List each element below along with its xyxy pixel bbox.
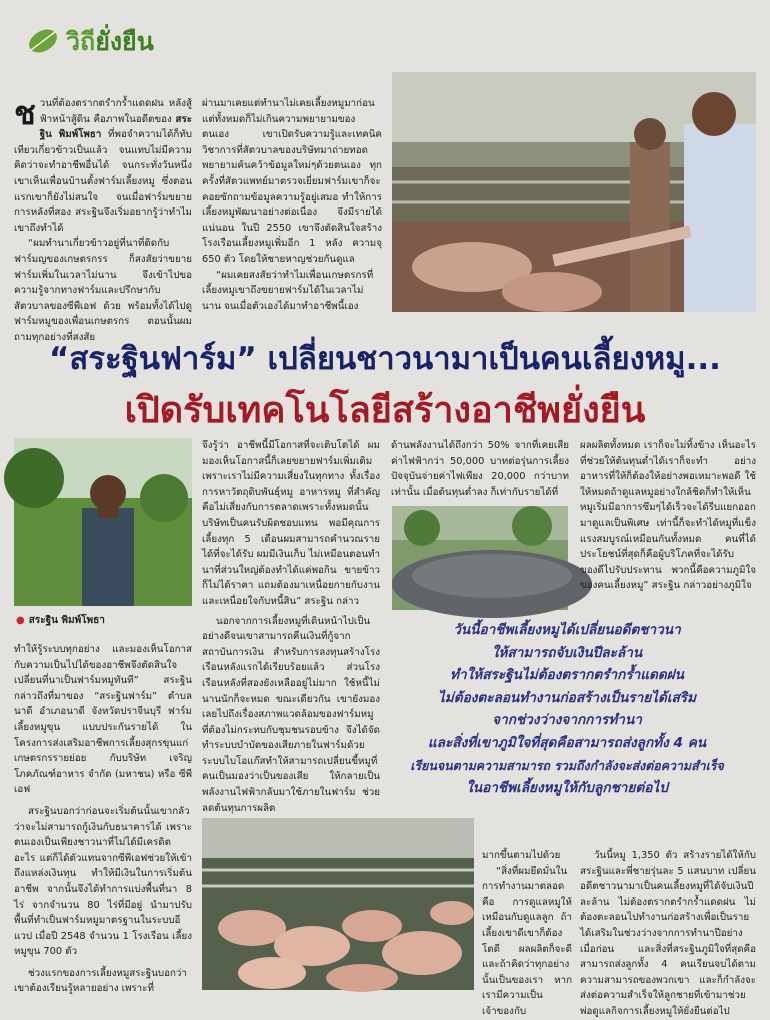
col1-text-a: วนที่ต้องตรากตรำกร้ำแดดฝน หลังสู้ฟ้าหน้าสู้ดิน คือภาพในอดีตของ <box>39 98 192 125</box>
col8-paragraph-1: วันนี้หมู 1,350 ตัว สร้างรายได้ให้กับสระฐินและพี่ชายรุ่นละ 5 แสนบาท เปลี่ยนอดีตชาวนามาเป็นคนเลี้ยงหมูที่ได้จับเงินปีละล้าน ไม่ต้องตรากตรำกร้ำแดดฝน ไม่ต้องตะลอนไปทำงานก่อสร้างเพื่อเป็นรายได้เสริมในช่วงว่างจากการทำนาปีอย่างเมื่อก่อน และสิ่งที่สระฐินภูมิใจที่สุดคือสามารถส่งลูกทั้ง 4 คนเรียนจบได้ตามความสามารถของพวกเขา และก็กำลังจะส่งต่อความสำเร็จให้ลูกชายที่เข้ามาช่วยพ่อดูแลกิจการเลี้ยงหมูให้ยั่งยืนต่อไป <box>580 850 756 1017</box>
leaf-icon <box>26 24 60 58</box>
col7-paragraph-1: มากขึ้นตามไปด้วย <box>482 850 561 861</box>
pull-quote-line: วันนี้อาชีพเลี้ยงหมูได้เปลี่ยนอดีตชาวนา <box>453 622 681 638</box>
col3-paragraph-1: ทำให้รู้ระบบทุกอย่าง และมองเห็นโอกาสกับความเป็นไปได้ของอาชีพจึงตัดสินใจเปลี่ยนที่นาเป็นฟาร์มหมูทันที” สระฐิน กล่าวถึงที่มาของ “สระฐินฟาร์ม” ตำบลนาดี อำเภอนาดี จังหวัดปราจีนบุรี ฟาร์มเลี้ยงหมูขุน แบบประกันรายได้ ในโครงการส่งเสริมอาชีพการเลี้ยงสุกรขุนแก่เกษตรกรรายย่อย กับบริษัท เจริญโภคภัณฑ์อาหาร จำกัด (มหาชน) หรือ ซีพีเอฟ <box>14 644 192 796</box>
col2-paragraph-2: “ผมเคยสงสัยว่าทำไมเพื่อนเกษตรกรที่เลี้ยงหมูเขาถึงขยายฟาร์มได้ในเวลาไม่นาน จนเมื่อตัวเองได้มาทำอาชีพนี้เอง <box>202 269 374 312</box>
pull-quote-line: ให้สามารถจับเงินปีละล้าน <box>491 644 643 661</box>
pull-quote <box>378 619 756 800</box>
article-column-1 <box>14 94 192 343</box>
pull-quote-line: ไม่ต้องตะลอนทำงานก่อสร้างเป็นรายได้เสริม <box>437 689 697 706</box>
section-logo <box>26 20 176 62</box>
article-column-7 <box>482 848 572 1017</box>
photo-pig-pen <box>202 818 474 990</box>
col3-paragraph-2: สระฐินบอกว่าก่อนจะเริ่มต้นนั้นเขากลัวว่าจะไม่สามารถกู้เงินกับธนาคารได้ เพราะตนเองเป็นเพียงชาวนาที่ไม่ได้มีเครดิตอะไร แต่ก็ได้ตัวแทนจากซีพีเอฟช่วยให้เข้าถึงแหล่งเงินทุน ทำให้มีเงินในการเริ่มต้นอาชีพ จากนั้นจึงได้ทำการแบ่งพื้นที่นา 8 ไร่ จากจำนวน 80 ไร่ที่มีอยู่ นำมาปรับพื้นที่ทำเป็นฟาร์มหมูมาตรฐานในระบบอีแวป เมื่อปี 2548 จำนวน 1 โรงเรือน เลี้ยงหมูขุน 700 ตัว <box>14 805 192 958</box>
pull-quote-line: จากช่วงว่างจากการทำนา <box>492 712 642 729</box>
col1-text-b: ที่พอจำความได้ก็ทับเทียวเกี่ยวข้าวเป็นแล้ว จนแทบไม่มีความคิดว่าจะทำอาชีพอื่นได้ จนกระทั่งวันหนึ่งเขาเห็นเพื่อนบ้านตั้งฟาร์มเลี้ยงหมู ซึ่งตอนแรกเขาก็ยังไม่สนใจ จนเมื่อฟาร์มขยายการหลังที่สอง สระฐินจึงเริ่มอยากรู้ว่าทำไมเขาถึงทำได้ <box>14 129 192 234</box>
article-column-6 <box>580 438 756 610</box>
pull-quote-line: และสิ่งที่เขาภูมิใจที่สุดคือสามารถส่งลูกทั้ง 4 คน <box>427 734 707 751</box>
photo-caption: ● สระฐิน พิมพ์โพธา <box>16 615 105 626</box>
col6-paragraph-1: ผลผลิตทั้งหมด เราก็จะไม่ทิ้งข้าง เห็นอะไรที่ช่วยให้ต้นทุนต่ำได้เราก็จะทำ อย่างอาหารที่ให้ก็ต้องให้อย่างพอเหมาะพอดี ใช้ให้หมดถ้าดูแลหมูอย่างใกล้ชิดก็ทำให้เห็นหมูเริ่มมีอาการซึมๆได้เร็วจะได้รีบแยกออกมาดูแลเป็นพิเศษ เท่านี้ก็จะทำได้หมูที่แข็งแรงสมบูรณ์เหมือนกันทั้งหมด คนที่ได้ประโยชน์ที่สุดก็คือผู้บริโภคที่จะได้รับของดีไปรับประทาน พวกนี้คือความภูมิใจของคนเลี้ยงหมู” สระฐิน กล่าวอย่างภูมิใจ <box>580 440 756 592</box>
article-column-4 <box>202 438 380 820</box>
col4-paragraph-2: นอกจากการเลี้ยงหมูที่เดินหน้าไปเป็นอย่างดีจนเขาสามารถคืนเงินที่กู้จากสถาบันการเงิน สำหรับการลงทุนสร้างโรงเรือนหลังแรกได้เรียบร้อยแล้ว ส่วนโรงเรือนหลังที่สองยังเหลืออยู่ไม่มาก ใช้หนี้ไม่นานนักก็จะหมด ขณะเดียวกัน เขายังมองเลยไปถึงเรื่องสภาพแวดล้อมของฟาร์มหมูที่ต้องไม่กระทบกับชุมชนรอบข้าง จึงได้จัดทำระบบบำบัดของเสียภายในฟาร์มด้วยระบบไบโอแก๊สทำให้สามารถเปลี่ยนขี้หมูที่คนเป็นมองว่าเป็นของเสีย ให้กลายเป็นพลังงานไฟฟ้ากลับมาใช้ภายในฟาร์ม ช่วยลดต้นทุนการผลิต <box>202 615 380 814</box>
col3-paragraph-3: ช่วงแรกของการเลี้ยงหมูสระฐินบอกว่าเขาต้องเรียนรู้หลายอย่าง เพราะที่ <box>14 967 187 995</box>
article-column-5 <box>391 438 569 502</box>
drop-cap: ช <box>14 94 36 132</box>
col5-paragraph-1: ด้านพลังงานได้ถึงกว่า 50% จากที่เคยเสียค่าไฟฟ้ากว่า 50,000 บาทต่อรุ่นการเลี้ยง ปัจจุบันจ่ายค่าไฟเพียง 20,000 กว่าบาทเท่านั้น เมื่อต้นทุนต่ำลง ก็เท่ากับรายได้ที่ <box>391 440 569 498</box>
col7-paragraph-2: “สิ่งที่ผมยึดมั่นในการทำงานมาตลอดคือ การดูแลหมูให้เหมือนกับดูแลลูก ถ้าเลี้ยงเขาดีเขาก็ต้องโตดี ผลผลิตก็จะดี และถ้าคิดว่าทุกอย่างนั้นเป็นของเรา หากเรามีความเป็นเจ้าของกับ <box>482 865 572 1017</box>
col1-name-bold: สระฐิน พิมพ์โพธา <box>39 113 192 141</box>
photo-biogas-pond <box>392 506 568 610</box>
article-column-3 <box>14 642 192 995</box>
logo-text: วิถียั่งยืน <box>66 27 154 56</box>
col2-paragraph-1: ผ่านมาเคยแต่ทำนาไม่เคยเลี้ยงหมูมาก่อน แต่ทั้งหมดก็ไม่เกินความพยายามของตนเอง เขาเปิดรับความรู้และเทคนิควิชาการที่สัตวบาลของบริษัทมาถ่ายทอด พยายามค้นคว้าข้อมูลใหม่ๆด้วยตนเอง ทุกครั้งที่สัตวแพทย์มาตรวจเยี่ยมฟาร์มเขาก็จะคอยซักถามข้อมูลความรู้อยู่เสมอ ทำให้การเลี้ยงหมูพัฒนาอย่างต่อเนื่อง จึงมีรายได้แน่นอน ในปี 2550 เขาจึงตัดสินใจสร้างโรงเรือนเลี้ยงหมูเพิ่มอีก 1 หลัง ความจุ 650 ตัว โดยให้ชายหาญช่วยกันดูแล <box>202 98 382 265</box>
headline-line-1: “สระฐินฟาร์ม” เปลี่ยนชาวนามาเป็นคนเลี้ยงหมู... <box>49 341 721 377</box>
pull-quote-line: ทำให้สระฐินไม่ต้องตรากตรำกร้ำแดดฝน <box>450 667 684 684</box>
pull-quote-line: ในอาชีพเลี้ยงหมูให้กับลูกชายต่อไป <box>466 780 668 797</box>
article-column-2 <box>202 96 382 318</box>
pull-quote-line: เรียนจนตามความสามารถ รวมถึงกำลังจะส่งต่อความสำเร็จ <box>410 757 724 773</box>
photo-portrait-sarathin <box>14 438 192 606</box>
article-column-8 <box>580 848 756 1017</box>
headline-line-2: เปิดรับเทคโนโลยีสร้างอาชีพยั่งยืน <box>124 390 646 431</box>
col1-paragraph-2: “ผมทำนาเกี่ยวข้าวอยู่ที่นาที่ติดกับฟาร์มญของเกษตรกรร ก็สงสัยว่าขยายฟาร์มเพิ่มในเวลาไม่นาน จึงเข้าไปขอความรู้จากทางฟาร์มและปรึกษากับสัตวบาลของซีพีเอฟ ด้วย พร้อมทั้งได้ไปดูฟาร์มหมูของเพื่อนเกษตรกร ตอนนั้นผมถามทุกอย่างที่สงสัย <box>14 238 192 343</box>
col4-paragraph-1: จึงรู้ว่า อาชีพนี้มีโอกาสที่จะเติบโตได้ ผมมองเห็นโอกาสนี้ก็เลยขยายฟาร์มเพิ่มเติม เพราะเราไม่มีความเสี่ยงในทุกทาง ทั้งเรื่องการหาวัตถุดิบพันธุ์หมู อาหารหมู ที่สำคัญคือไม่เสี่ยงกับการตลาดเพราะทั้งหมดนั้นบริษัทเป็นคนรับผิดชอบแทน พอมีคุณการเลี้ยงทุก 5 เดือนผมสามารถคำนวณรายได้ที่จะได้รับ ผมมีเงินเก็บ ไม่เหมือนตอนทำนาที่ส่วนใหญ่ต้องทำได้แค่พอกิน ขายข้าวก็ไม่ได้ราคา แถมต้องมาเหนื่อยกายกับงานและเหนื่อยใจกับหนี้สิน” สระฐิน กล่าว <box>202 440 380 607</box>
photo-farm-visit <box>392 72 756 312</box>
